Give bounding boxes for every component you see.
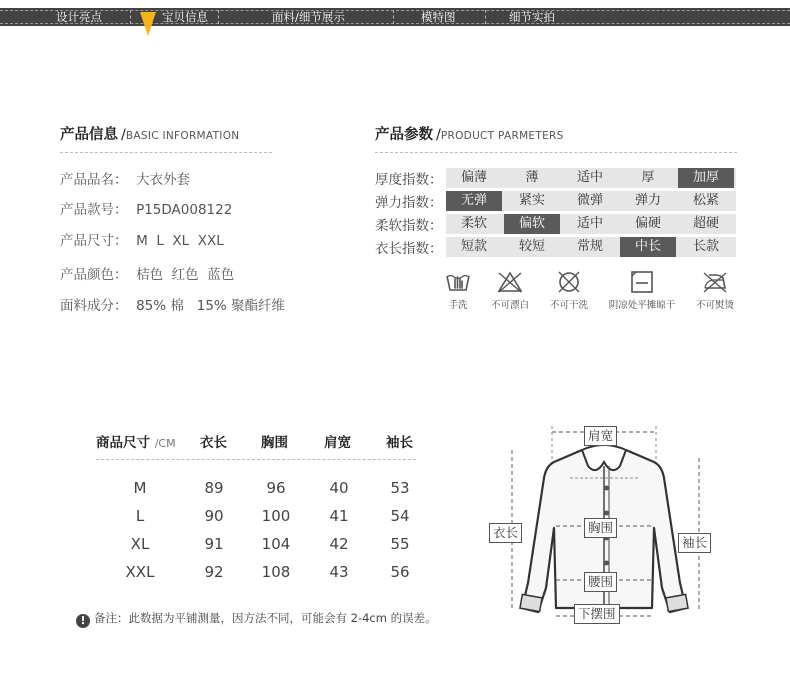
info-fabric-composition: 面料成分： 85% 棉 15% 聚酯纤维 [60,298,286,314]
param-label: 厚度指数： [375,172,443,188]
param-option: 超硬 [692,216,719,231]
size-table-value-cell: 54 [390,507,410,525]
diagram-label-waist: 腰围 [584,572,617,592]
no-iron-icon [701,270,729,294]
product-info-heading [60,123,239,144]
size-table-value-cell: 96 [266,479,286,497]
size-table-size-cell: L [135,507,145,525]
param-row [446,214,736,234]
care-item-hand-wash [438,270,478,311]
size-table-col-length: 衣长 [200,435,227,451]
param-option: 薄 [525,170,539,185]
info-icon: ! [76,614,90,628]
param-label: 柔软指数： [375,218,443,234]
size-table-header-size [96,431,176,451]
param-row [446,191,736,211]
nav-tab-product-info[interactable]: 宝贝信息 [162,10,208,24]
size-table-value-cell: 41 [329,507,349,525]
nav-separator [130,10,131,24]
diagram-label-hem: 下摆围 [574,604,620,624]
garment-measurement-diagram [484,418,724,628]
param-row [446,168,736,188]
param-option: 厚 [641,170,655,185]
size-table-value-cell: 43 [329,563,349,581]
care-item-no-dry-clean [544,270,594,311]
care-label: 不可干洗 [549,300,588,311]
param-row [446,237,736,257]
param-label: 衣长指数： [375,241,443,257]
param-option: 偏薄 [460,170,487,185]
product-params-heading [375,123,564,144]
size-table-value-cell: 92 [204,563,224,581]
care-label: 不可漂白 [490,300,529,311]
size-table-size-cell: M [133,479,147,497]
unit-slash: / [154,437,159,450]
size-table-value-cell: 89 [204,479,224,497]
param-label: 弹力指数： [375,195,443,211]
size-table-value-cell: 104 [261,535,291,553]
hand-wash-icon [445,270,471,294]
info-product-colors: 产品颜色： 桔色 红色 蓝色 [60,267,235,283]
param-option: 偏软 [504,214,560,234]
diagram-label-shoulder: 肩宽 [584,426,617,446]
diagram-label-chest: 胸围 [584,518,617,538]
product-params-subtitle: PRODUCT PARMETERS [440,130,564,142]
diagram-label-length: 衣长 [489,523,522,543]
size-table-value-cell: 56 [390,563,410,581]
nav-tab-fabric-details[interactable]: 面料/细节展示 [272,10,345,24]
param-option: 常规 [576,239,603,254]
no-bleach-icon [497,270,523,294]
no-dry-clean-icon [556,270,582,294]
divider [96,459,416,460]
divider [60,152,272,153]
active-tab-arrow-icon [140,12,156,36]
care-item-dry-flat-shade [604,270,680,311]
nav-separator [218,10,219,24]
info-product-code: 产品款号： P15DA008122 [60,202,233,218]
param-option: 松紧 [692,193,719,208]
care-item-no-bleach [485,270,535,311]
param-option: 适中 [576,170,603,185]
param-option: 中长 [620,237,676,257]
nav-tab-design-highlights[interactable]: 设计亮点 [56,10,102,24]
param-option: 柔软 [460,216,487,231]
param-option: 弹力 [634,193,661,208]
nav-tab-detail-shots[interactable]: 细节实拍 [509,10,555,24]
nav-separator [485,10,486,24]
top-navigation [0,0,790,35]
dry-flat-shade-icon [629,270,655,294]
param-option: 加厚 [678,168,734,188]
size-table-unit: CM [158,437,176,450]
info-product-name: 产品品名： 大衣外套 [60,172,191,188]
divider [375,152,737,153]
param-option: 长款 [692,239,719,254]
nav-tab-model-photos[interactable]: 模特图 [421,10,456,24]
size-table-value-cell: 108 [261,563,291,581]
size-table-value-cell: 55 [390,535,410,553]
param-option: 微弹 [576,193,603,208]
param-option: 紧实 [518,193,545,208]
product-params-title: 产品参数 [375,127,433,143]
size-table-value-cell: 91 [204,535,224,553]
title-slash: / [121,127,126,143]
size-table-col-sleeve: 袖长 [386,435,413,451]
size-table-col-chest: 胸围 [261,435,288,451]
product-info-subtitle: BASIC INFORMATION [125,130,240,142]
size-table-col-shoulder: 肩宽 [324,435,351,451]
measurement-note [76,610,437,628]
title-slash: / [436,127,441,143]
product-info-title: 产品信息 [60,127,118,143]
care-item-no-iron [690,270,740,311]
size-table-size-cell: XXL [125,563,155,581]
care-label: 不可熨烫 [695,300,734,311]
nav-separator [393,10,394,24]
size-table-value-cell: 90 [204,507,224,525]
param-option: 较短 [518,239,545,254]
size-table-value-cell: 40 [329,479,349,497]
care-label: 阴凉处平摊晾干 [608,300,676,311]
param-option: 短款 [460,239,487,254]
param-option: 无弹 [446,191,502,211]
size-table-value-cell: 42 [329,535,349,553]
size-table-value-cell: 100 [261,507,291,525]
info-product-sizes: 产品尺寸： M L XL XXL [60,233,224,249]
note-text: 备注：此数据为平铺测量，因方法不同，可能会有 2-4cm 的误差。 [94,611,437,625]
size-table-value-cell: 53 [390,479,410,497]
size-table-header-label: 商品尺寸 [96,435,150,451]
care-label: 手洗 [448,300,468,311]
diagram-label-sleeve: 袖长 [678,533,711,553]
nav-bar-background [0,8,790,26]
param-option: 偏硬 [634,216,661,231]
param-option: 适中 [576,216,603,231]
size-table-size-cell: XL [130,535,150,553]
